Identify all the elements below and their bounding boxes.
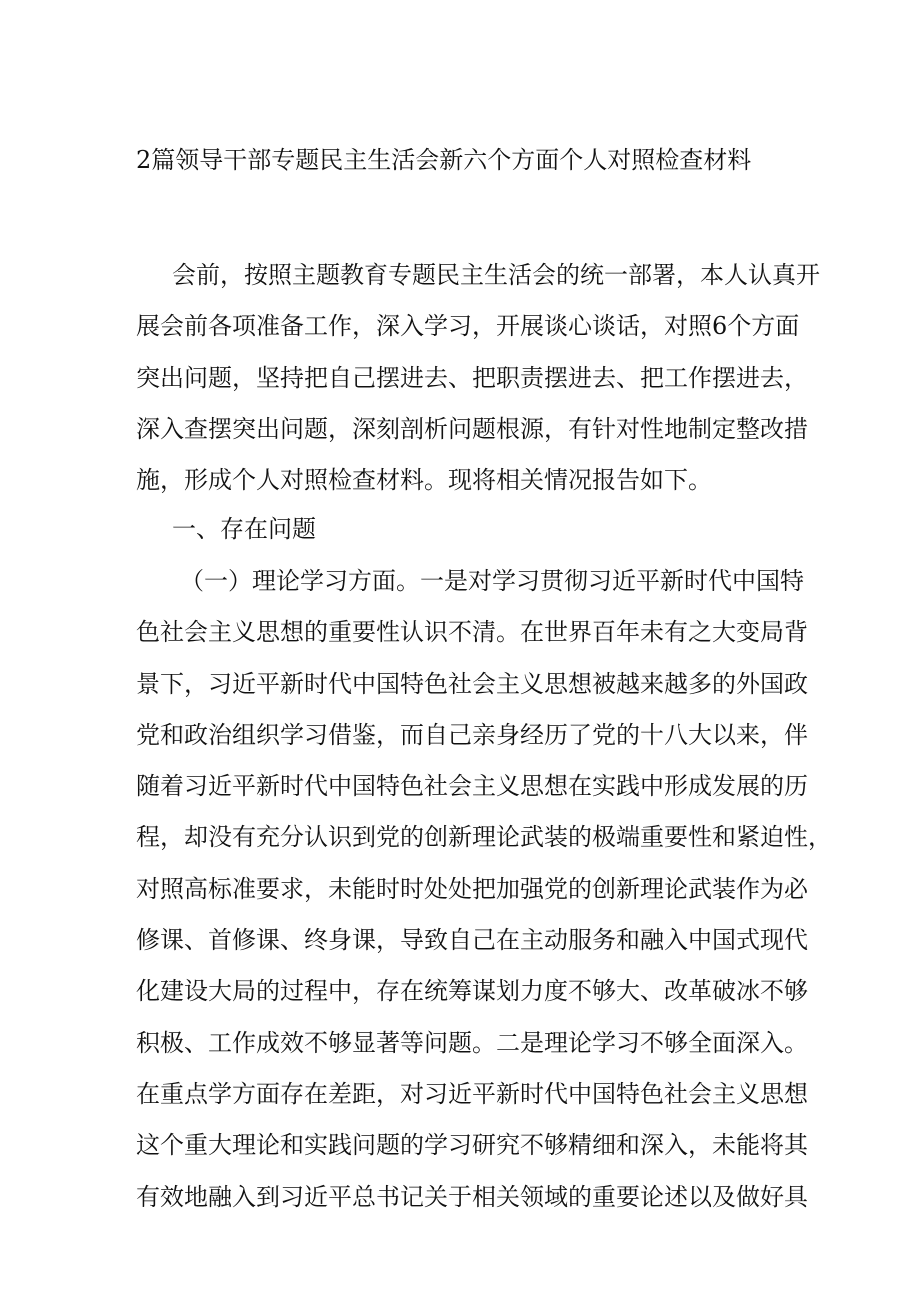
paragraph-line: 深入查摆突出问题，深刻剖析问题根源，有针对性地制定整改措: [136, 414, 808, 443]
paragraph-line: 会前，按照主题教育专题民主生活会的统一部署，本人认真开: [172, 261, 820, 289]
section-paragraph: [136, 556, 832, 1223]
paragraph-line: 化建设大局的过程中，存在统筹谋划力度不够大、改革破冰不够: [136, 977, 808, 1006]
document-title: 2篇领导干部专题民主生活会新六个方面个人对照检查材料: [136, 146, 752, 174]
paragraph-line: 修课、首修课、终身课，导致自己在主动服务和融入中国式现代: [136, 926, 808, 955]
section-heading: 一、存在问题: [172, 515, 316, 543]
paragraph-line: 色社会主义思想的重要性认识不清。在世界百年未有之大变局背: [136, 618, 808, 647]
paragraph-line: 景下，习近平新时代中国特色社会主义思想被越来越多的外国政: [136, 669, 808, 698]
paragraph-line: 积极、工作成效不够显著等问题。二是理论学习不够全面深入。: [136, 1028, 808, 1057]
paragraph-line: 程，却没有充分认识到党的创新理论武装的极端重要性和紧迫性，: [136, 823, 832, 852]
paragraph-line: （一）理论学习方面。一是对学习贯彻习近平新时代中国特: [180, 567, 804, 595]
paragraph-line: 对照高标准要求，未能时时处处把加强党的创新理论武装作为必: [136, 874, 808, 903]
paragraph-line: 施，形成个人对照检查材料。现将相关情况报告如下。: [136, 466, 712, 495]
paragraph-line: 突出问题，坚持把自己摆进去、把职责摆进去、把工作摆进去，: [136, 363, 808, 392]
paragraph-line: 在重点学方面存在差距，对习近平新时代中国特色社会主义思想: [136, 1079, 808, 1108]
paragraph-line: 随着习近平新时代中国特色社会主义思想在实践中形成发展的历: [136, 772, 808, 801]
paragraph-line: 展会前各项准备工作，深入学习，开展谈心谈话，对照6个方面: [136, 312, 800, 341]
paragraph-line: 有效地融入到习近平总书记关于相关领域的重要论述以及做好具: [136, 1182, 808, 1211]
paragraph-line: 这个重大理论和实践问题的学习研究不够精细和深入，未能将其: [136, 1131, 808, 1160]
paragraph-line: 党和政治组织学习借鉴，而自己亲身经历了党的十八大以来，伴: [136, 720, 808, 749]
intro-paragraph: [136, 250, 820, 506]
